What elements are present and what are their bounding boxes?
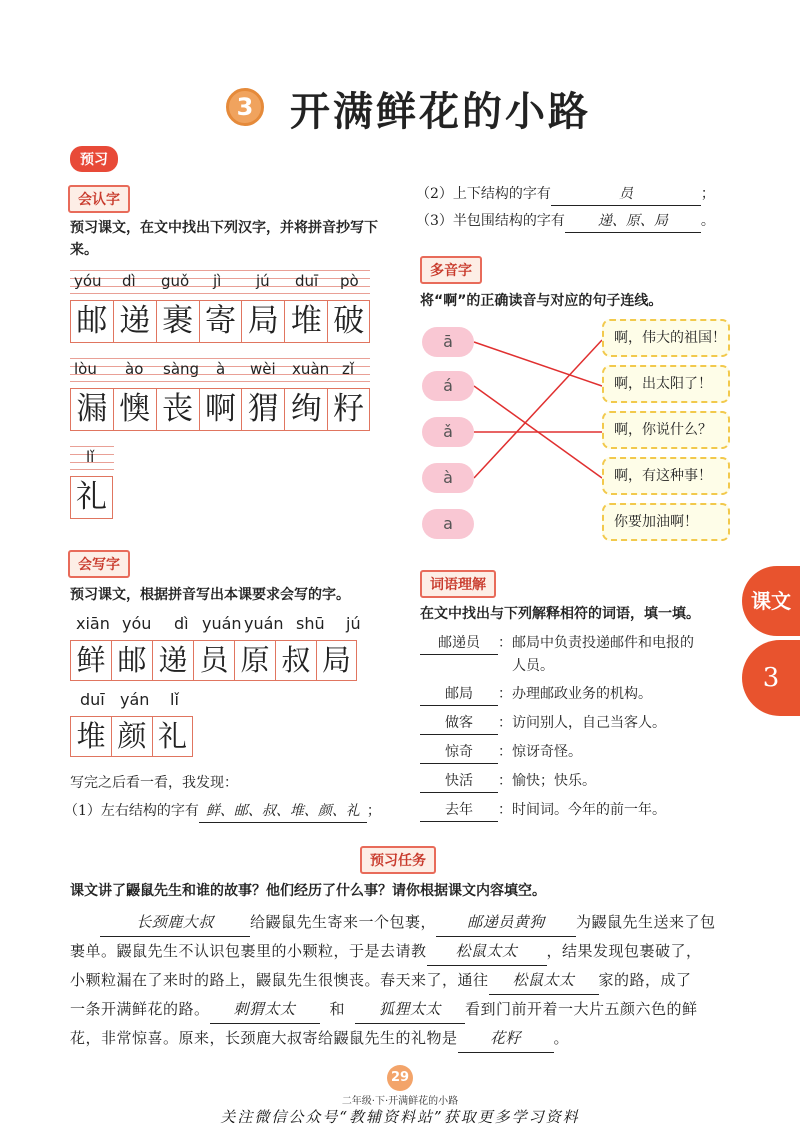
- write-cell: 叔: [275, 640, 316, 681]
- sentence-box: 啊，出太阳了！: [602, 365, 730, 403]
- pinyin: shū: [296, 614, 325, 633]
- write-cell: 递: [152, 640, 193, 681]
- pinyin: lòu: [74, 360, 97, 378]
- match-line: [474, 340, 602, 478]
- task-question: 课文讲了鼹鼠先生和谁的故事？他们经历了什么事？请你根据课文内容填空。: [70, 883, 546, 899]
- pinyin: dì: [174, 614, 189, 633]
- vocab-item: [420, 712, 740, 735]
- write-cell: 堆: [70, 716, 111, 757]
- pinyin: yóu: [74, 272, 102, 290]
- task-tag: 预习任务: [360, 846, 436, 874]
- char-cell: 丧: [156, 388, 199, 431]
- structure-label: （2）上下结构的字有: [416, 186, 551, 202]
- lesson-number-badge: 3: [226, 88, 264, 126]
- recognize-row1: [70, 270, 370, 343]
- task-text: 家的路，成了: [598, 971, 692, 989]
- structure-end: 。: [700, 213, 715, 229]
- pinyin: xuàn: [292, 360, 330, 378]
- structure-label: （3）半包围结构的字有: [416, 213, 565, 229]
- write-cell: 邮: [111, 640, 152, 681]
- pinyin: sàng: [163, 360, 200, 378]
- structure-item-1: [64, 800, 381, 823]
- matching-lines: [470, 320, 610, 550]
- pinyin: yán: [120, 690, 150, 709]
- structure-answer: 递、原、局: [565, 210, 701, 233]
- side-tab-label: 课文: [742, 566, 800, 636]
- vocab-word: 惊奇: [420, 741, 498, 764]
- write-row1: [70, 614, 370, 681]
- char-cell: 递: [113, 300, 156, 343]
- task-line: [70, 1024, 740, 1053]
- task-line: [70, 908, 740, 937]
- sentence-box: 啊，伟大的祖国！: [602, 319, 730, 357]
- char-cell: 籽: [327, 388, 370, 431]
- task-blank: 邮递员黄狗: [436, 908, 576, 937]
- task-blank: 松鼠太太: [427, 937, 547, 966]
- pinyin: zǐ: [342, 360, 355, 378]
- discover-text: 写完之后看一看，我发现：: [70, 775, 238, 791]
- char-grid: [70, 476, 114, 519]
- pinyin: lǐ: [170, 690, 179, 709]
- side-tab-number: 3: [742, 640, 800, 716]
- char-cell: 礼: [70, 476, 113, 519]
- vocab-item: [420, 770, 740, 793]
- pinyin: duī: [80, 690, 105, 709]
- sentence-box: 啊，你说什么？: [602, 411, 730, 449]
- vocab-word: 去年: [420, 799, 498, 822]
- polyphone-tag: 多音字: [420, 256, 482, 284]
- task-line: [70, 937, 740, 966]
- reading-pill: ǎ: [422, 417, 474, 447]
- char-grid: [70, 388, 370, 431]
- vocab-word: 邮局: [420, 683, 498, 706]
- char-cell: 局: [241, 300, 284, 343]
- char-cell: 破: [327, 300, 370, 343]
- pinyin: à: [216, 360, 226, 378]
- vocab-instruction: 在文中找出与下列解释相符的词语，填一填。: [420, 606, 700, 622]
- reading-pill: à: [422, 463, 474, 493]
- reading-pill: ā: [422, 327, 474, 357]
- task-text: 花，非常惊喜。原来，长颈鹿大叔寄给鼹鼠先生的礼物是: [70, 1029, 458, 1047]
- char-cell: 邮: [70, 300, 113, 343]
- vocab-def: ：访问别人，自己当客人。: [498, 715, 666, 731]
- structure-label: （1）左右结构的字有: [64, 803, 199, 819]
- pinyin: ào: [125, 360, 144, 378]
- recognize-row3: [70, 446, 114, 519]
- vocab-def: ：时间词。今年的前一年。: [498, 802, 666, 818]
- task-line: [70, 966, 740, 995]
- match-line: [474, 342, 602, 386]
- pinyin-line: [70, 446, 114, 470]
- write-row2: [70, 690, 200, 757]
- write-grid: [70, 640, 370, 681]
- task-blank: 长颈鹿大叔: [100, 908, 250, 937]
- vocab-item: [420, 741, 740, 764]
- char-cell: 堆: [284, 300, 327, 343]
- vocab-item: [420, 799, 740, 822]
- pinyin-line: [70, 690, 200, 712]
- reading-pill: a: [422, 509, 474, 539]
- reading-pill: á: [422, 371, 474, 401]
- char-cell: 寄: [199, 300, 242, 343]
- write-grid: [70, 716, 200, 757]
- write-cell: 礼: [152, 716, 193, 757]
- structure-item-3: [416, 210, 715, 233]
- pinyin-line: [70, 358, 370, 382]
- task-text: 裹单。鼹鼠先生不认识包裹里的小颗粒，于是去请教: [70, 942, 427, 960]
- structure-answer: 员: [551, 183, 701, 206]
- char-cell: 漏: [70, 388, 113, 431]
- vocab-tag: 词语理解: [420, 570, 496, 598]
- structure-item-2: [416, 183, 715, 206]
- write-cell: 原: [234, 640, 275, 681]
- pinyin: duī: [295, 272, 319, 290]
- recognize-row2: [70, 358, 370, 431]
- task-text: 看到门前开着一大片五颜六色的鲜: [465, 1000, 698, 1018]
- pinyin: yóu: [122, 614, 152, 633]
- pinyin: jì: [213, 272, 222, 290]
- task-line: [70, 995, 740, 1024]
- page-number: 29: [387, 1065, 413, 1091]
- vocab-def: ：愉快；快乐。: [498, 773, 596, 789]
- task-text: 一条开满鲜花的路。: [70, 1000, 210, 1018]
- pinyin: pò: [340, 272, 359, 290]
- task-paragraph: [70, 908, 740, 1053]
- recognize-tag: 会认字: [68, 185, 130, 213]
- char-cell: 啊: [199, 388, 242, 431]
- task-text: 和: [329, 1000, 346, 1018]
- preview-badge: 预习: [70, 146, 118, 172]
- structure-end: ；: [700, 186, 715, 202]
- pinyin: jú: [256, 272, 270, 290]
- page-title: 开满鲜花的小路: [290, 89, 591, 135]
- task-blank: 松鼠太太: [489, 966, 599, 995]
- pinyin: lǐ: [86, 448, 95, 466]
- write-tag: 会写字: [68, 550, 130, 578]
- task-text: 为鼹鼠先生送来了包: [576, 913, 716, 931]
- write-cell: 局: [316, 640, 357, 681]
- pinyin-line: [70, 270, 370, 294]
- vocab-word: 快活: [420, 770, 498, 793]
- pinyin: guǒ: [161, 272, 190, 290]
- pinyin: jú: [346, 614, 361, 633]
- footer-caption: 二年级·下·开满鲜花的小路: [341, 1096, 459, 1107]
- char-cell: 猬: [241, 388, 284, 431]
- vocab-def: ：办理邮政业务的机构。: [498, 686, 652, 702]
- char-cell: 绚: [284, 388, 327, 431]
- vocab-def: ：惊讶奇怪。: [498, 744, 582, 760]
- polyphone-instruction: 将“啊”的正确读音与对应的句子连线。: [420, 293, 663, 309]
- pinyin: dì: [122, 272, 136, 290]
- pinyin: yuán: [244, 614, 284, 633]
- task-blank: 花籽: [458, 1024, 554, 1053]
- char-cell: 裹: [156, 300, 199, 343]
- vocab-item: [420, 632, 740, 655]
- footer-promo: 关注微信公众号“教辅资料站”获取更多学习资料: [220, 1108, 580, 1126]
- write-instruction: 预习课文，根据拼音写出本课要求会写的字。: [70, 587, 350, 603]
- recognize-instruction: 预习课文，在文中找出下列汉字，并将拼音抄写下来。: [70, 220, 378, 258]
- structure-end: ；: [366, 803, 381, 819]
- sentence-box: 你要加油啊！: [602, 503, 730, 541]
- task-text: 。: [553, 1029, 570, 1047]
- pinyin: wèi: [250, 360, 276, 378]
- write-cell: 员: [193, 640, 234, 681]
- char-cell: 懊: [113, 388, 156, 431]
- sentence-box: 啊，有这种事！: [602, 457, 730, 495]
- write-cell: 颜: [111, 716, 152, 757]
- task-text: ，结果发现包裹破了，: [546, 942, 702, 960]
- vocab-def-cont: 人员。: [512, 658, 554, 674]
- structure-answer: 鲜、邮、叔、堆、颜、礼: [199, 800, 367, 823]
- task-blank: 狐狸太太: [355, 995, 465, 1024]
- task-text: 小颗粒漏在了来时的路上，鼹鼠先生很懊丧。春天来了，通往: [70, 971, 489, 989]
- pinyin-line: [70, 614, 370, 636]
- char-grid: [70, 300, 370, 343]
- vocab-word: 做客: [420, 712, 498, 735]
- write-cell: 鲜: [70, 640, 111, 681]
- task-blank: 刺猬太太: [210, 995, 320, 1024]
- vocab-def: ：邮局中负责投递邮件和电报的: [498, 635, 694, 651]
- task-text: 给鼹鼠先生寄来一个包裹，: [250, 913, 437, 931]
- pinyin: xiān: [76, 614, 110, 633]
- vocab-item: [420, 683, 740, 706]
- vocab-list: [420, 632, 740, 822]
- pinyin: yuán: [202, 614, 242, 633]
- vocab-word: 邮递员: [420, 632, 498, 655]
